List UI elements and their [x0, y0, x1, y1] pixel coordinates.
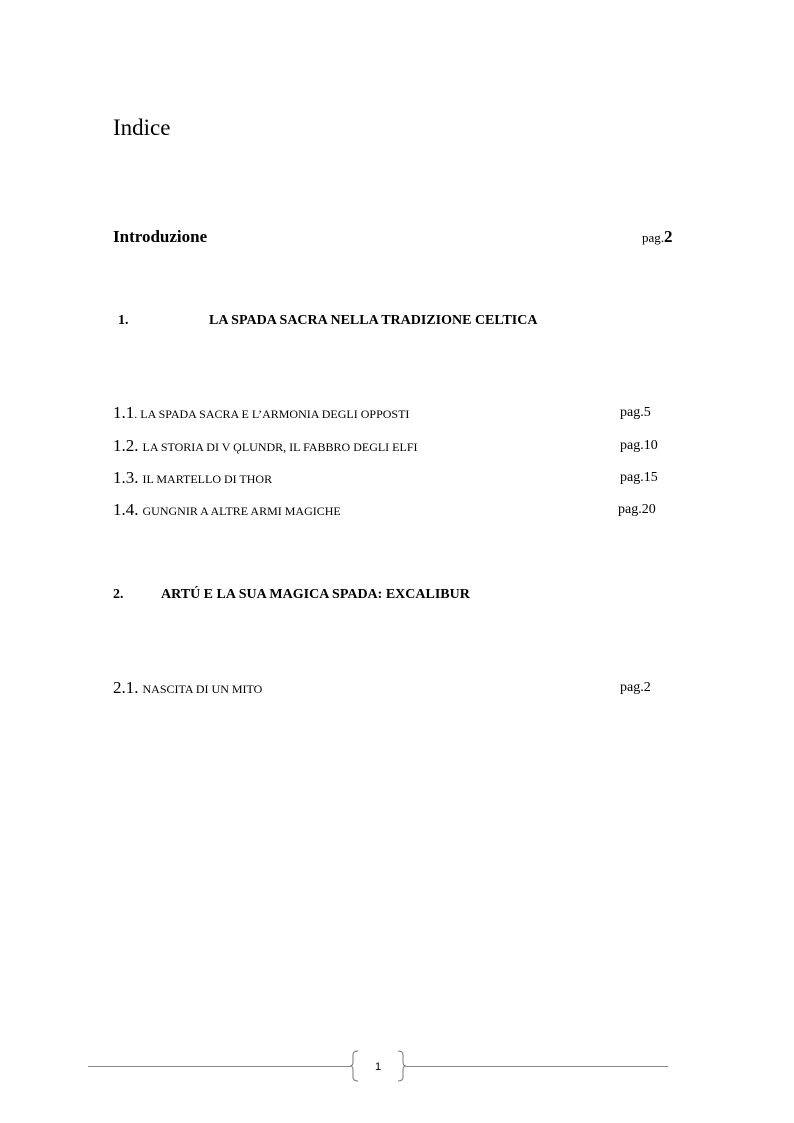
toc-entry[interactable]: [113, 402, 409, 425]
introduction-page-ref: [642, 226, 673, 249]
toc-entry-title: NASCITA DI UN MITO: [142, 682, 263, 696]
index-heading: Indice: [113, 115, 171, 140]
toc-entry-title: IL MARTELLO DI THOR: [142, 472, 273, 486]
toc-entry-number: 2.1.: [113, 678, 139, 697]
chapter-1-title[interactable]: LA SPADA SACRA NELLA TRADIZIONE CELTICA: [209, 313, 538, 328]
introduction-page-number: 2: [664, 227, 673, 246]
toc-entry-page: pag.2: [620, 680, 651, 695]
toc-entry-page: pag.5: [620, 405, 651, 420]
toc-entry-number: 1.1: [113, 403, 135, 422]
footer-rule-left: [88, 1066, 350, 1067]
introduction-page-prefix: pag.: [642, 230, 665, 245]
toc-entry-page: pag.10: [620, 438, 658, 453]
chapter-2-number: 2.: [113, 587, 124, 602]
introduction-label[interactable]: Introduzione: [113, 227, 208, 246]
toc-entry[interactable]: [113, 677, 262, 700]
toc-entry-page: pag.20: [618, 502, 656, 517]
toc-entry-title: . LA SPADA SACRA E L’ARMONIA DEGLI OPPOSTI: [134, 407, 410, 421]
chapter-1-number: 1.: [118, 313, 129, 328]
toc-entry-title: GUNGNIR A ALTRE ARMI MAGICHE: [142, 504, 341, 518]
toc-entry[interactable]: [113, 467, 272, 490]
toc-entry[interactable]: [113, 435, 418, 458]
chapter-2-title[interactable]: ARTÚ E LA SUA MAGICA SPADA: EXCALIBUR: [161, 587, 470, 602]
toc-entry-page: pag.15: [620, 470, 658, 485]
toc-entry-title: LA STORIA DI V ǪLUNDR, IL FABBRO DEGLI ELFI: [142, 440, 418, 454]
footer-rule-right: [406, 1066, 668, 1067]
toc-entry-number: 1.4.: [113, 500, 139, 519]
toc-entry[interactable]: [113, 499, 341, 522]
footer-page-number: 1: [374, 1061, 382, 1073]
toc-entry-number: 1.2.: [113, 436, 139, 455]
toc-entry-number: 1.3.: [113, 468, 139, 487]
